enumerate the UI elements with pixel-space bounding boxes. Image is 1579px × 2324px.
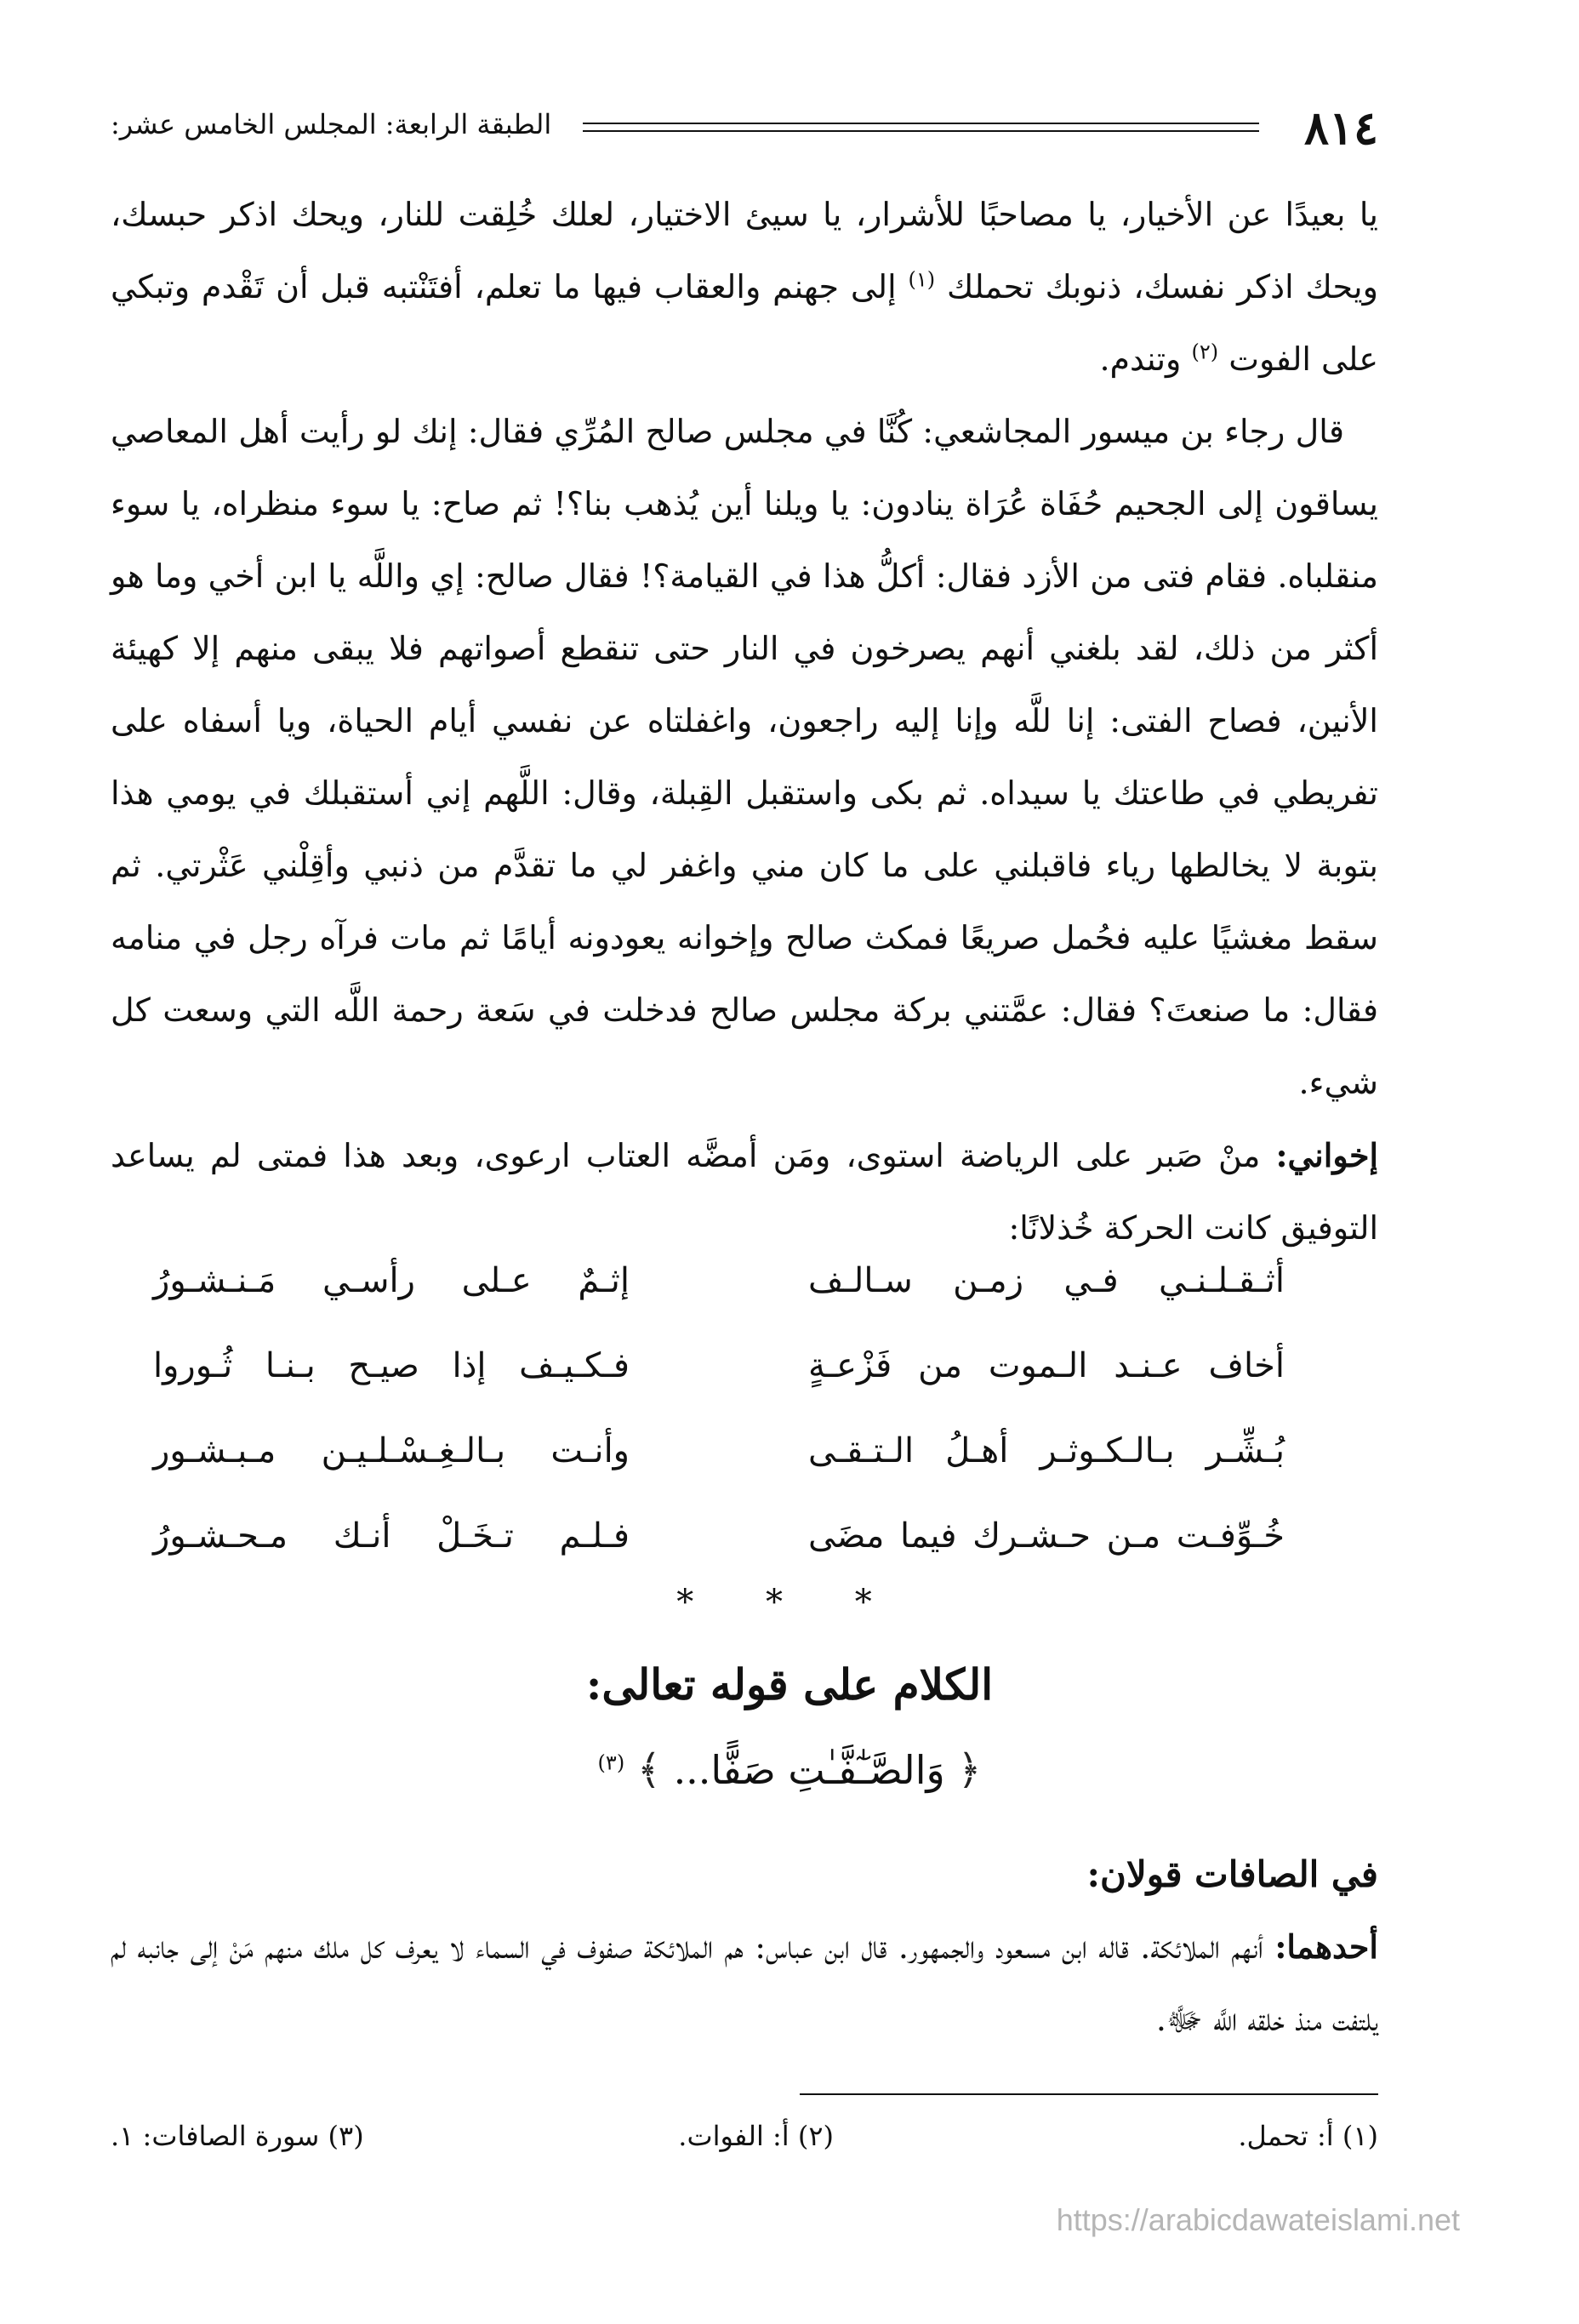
paragraph-3: إخواني: منْ صَبر على الرياضة استوى، ومَن أمضَّه العتاب ارعوى، وبعد هذا فمتى لم يساعد التوفيق كانت الحركة خُذلانًا:: [111, 1136, 1378, 1247]
subheading: في الصافات قولان:: [1086, 1853, 1378, 1895]
paragraph-lead: أحدهما:: [1274, 1927, 1378, 1966]
page-header: [111, 102, 1378, 153]
footnote-ref-2: (٢): [1191, 340, 1219, 364]
poem-hemistich-right: بُـشِّـر بـالـكـوثـر أهـلُ الـتـقـى: [808, 1431, 1285, 1470]
section-body: [111, 1838, 1378, 2056]
poem-hemistich-left: إثـمٌ عـلى رأسـي مَـنـشـورُ: [153, 1261, 630, 1300]
footnote-2: (٢) أ: الفوات.: [678, 2120, 834, 2152]
poem-hemistich-right: خُـوِّفـت مـن حـشـرك فيما مضَى: [808, 1516, 1285, 1556]
poem-hemistich-right: أثـقـلـنـي فـي زمـن سـالـف: [808, 1261, 1285, 1300]
section-title: الكلام على قوله تعالى:: [585, 1659, 994, 1710]
verse-text: وَالصَّـٰٓفَّـٰتِ صَفًّا...: [673, 1747, 945, 1793]
ornate-bracket-close: ﴾: [636, 1746, 661, 1794]
ornate-bracket-open: ﴿: [957, 1746, 982, 1794]
poem: [153, 1238, 1285, 1579]
footnote-rule: [800, 2093, 1378, 2095]
footnote-ref-3: (٣): [597, 1750, 625, 1775]
section-separator: * * *: [676, 1583, 903, 1622]
poem-hemistich-right: أخاف عـنـد الـموت من فَزْعـةٍ: [808, 1346, 1285, 1385]
footnote-ref-1: (١): [908, 267, 936, 292]
paragraph-2: قال رجاء بن ميسور المجاشعي: كُنَّا في مجلس صالح المُرِّي فقال: إنك لو رأيت أهل المعاصي يساقون إلى الجحيم حُفَاة عُرَاة ينادون: يا ويلنا أين يُذهب بنا؟! ثم صاح: يا سوء منظراه، يا سوء منقلباه. فقام فتى من الأزد فقال: أكلُّ هذا في القيامة؟! فقال صالح: إي واللَّه يا ابن أخي وما هو أكثر من ذلك، لقد بلغني أنهم يصرخون في النار حتى تنقطع أصواتهم فلا يبقى منهم إلا كهيئة الأنين، فصاح الفتى: إنا للَّه وإنا إليه راجعون، واغفلتاه عن نفسي أيام الحياة، ويا أسفاه على تفريطي في طاعتك يا سيداه. ثم بكى واستقبل القِبلة، وقال: اللَّهم إني أستقبلك في يومي هذا بتوبة لا يخالطها رياء فاقبلني على ما كان مني واغفر لي ما تقدَّم من ذنبي وأقِلْني عَثْرتي. ثم سقط مغشيًا عليه فحُمل صريعًا فمكث صالح وإخوانه يعودونه أيامًا ثم مات فرآه رجل في منامه فقال: ما صنعتَ؟ فقال: عمَّتني بركة مجلس صالح فدخلت في سَعة رحمة اللَّه التي وسعت كل شيء.: [111, 413, 1378, 1101]
footnotes: [111, 2110, 1378, 2161]
main-text: [111, 179, 1378, 1265]
quran-verse: [0, 1736, 1579, 1804]
watermark-url: https://arabicdawateislami.net: [1056, 2202, 1460, 2237]
paragraph-lead: إخواني:: [1275, 1136, 1378, 1174]
section-paragraph: أحدهما: أنهم الملائكة. قاله ابن مسعود والجمهور. قال ابن عباس: هم الملائكة صفوف في السماء لا يعرف كل ملك منهم مَنْ إلى جانبه لم يلتفت منذ خلقه اللَّه ﷻ.: [111, 1927, 1378, 2038]
poem-line: [153, 1408, 1285, 1493]
paragraph-1: يا بعيدًا عن الأخيار، يا مصاحبًا للأشرار، يا سيئ الاختيار، لعلك خُلِقت للنار، ويحك اذكر حبسك، ويحك اذكر نفسك، ذنوبك تحملك $^{(١)}$ إلى جهنم والعقاب فيها ما تعلم، أفتَنْتبه قبل أن تَقْدم وتبكي على الفوت $^{(٢)}$ وتندم.: [111, 196, 1378, 378]
header-rule: [583, 123, 1259, 132]
poem-line: [153, 1238, 1285, 1323]
page-number: ٨١٤: [1303, 100, 1378, 155]
poem-hemistich-left: فـلـم تـخَـلْ أنـك مـحـشـورُ: [153, 1516, 630, 1556]
footnote-1: (١) أ: تحمل.: [1238, 2120, 1378, 2152]
running-title: الطبقة الرابعة: المجلس الخامس عشر:: [111, 108, 552, 140]
poem-hemistich-left: وأنـت بـالـغِـسْـلـيـن مـبـشـور: [153, 1431, 630, 1470]
poem-line: [153, 1323, 1285, 1408]
footnote-3: (٣) سورة الصافات: ١.: [111, 2120, 364, 2152]
poem-hemistich-left: فـكـيـف إذا صيـح بـنـا ثُـوروا: [153, 1346, 630, 1385]
poem-line: [153, 1493, 1285, 1579]
